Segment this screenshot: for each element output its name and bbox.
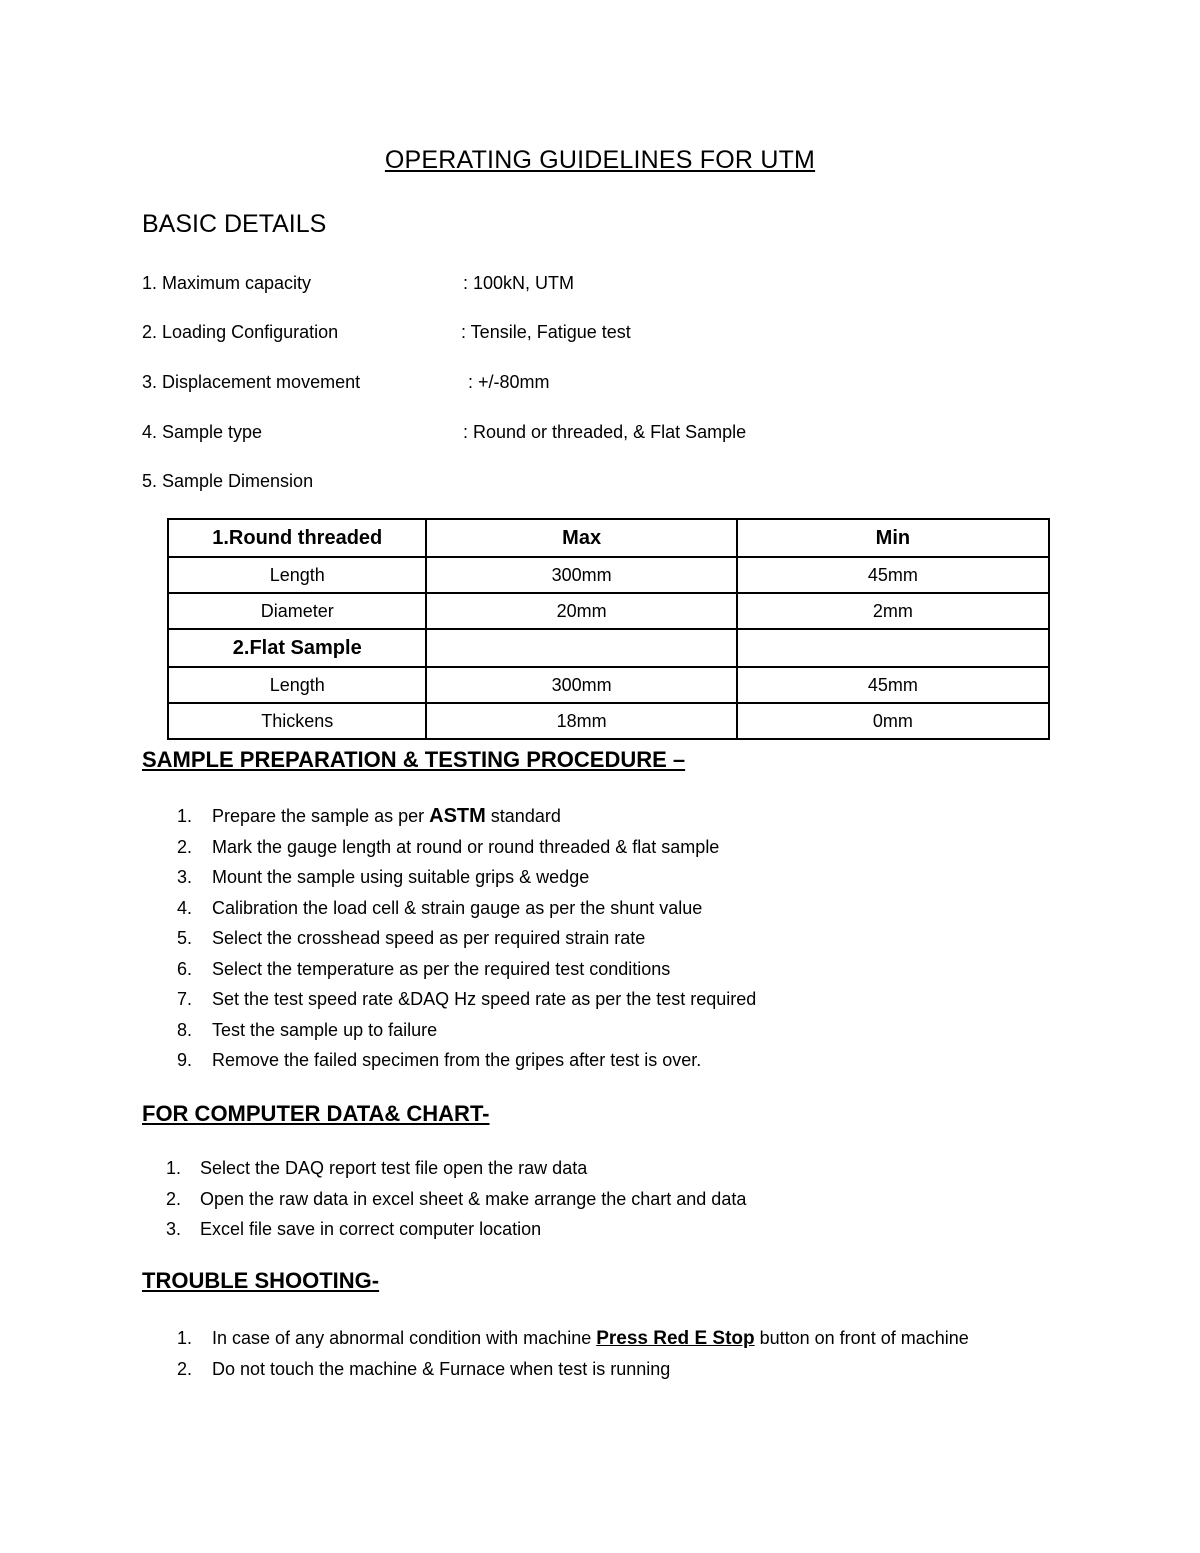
table-header-cell: Max [426, 519, 736, 557]
table-cell: Thickens [168, 703, 426, 739]
table-cell: Diameter [168, 593, 426, 629]
table-cell: 0mm [737, 703, 1049, 739]
list-text: Set the test speed rate &DAQ Hz speed rate as per the test required [212, 989, 757, 1009]
table-header-cell [737, 629, 1049, 667]
list-text: Mount the sample using suitable grips & wedge [212, 867, 590, 887]
detail-value: : +/-80mm [468, 372, 550, 392]
astm-emphasis: ASTM [429, 805, 486, 827]
table-subheader-row [168, 629, 1049, 667]
list-number: 2. [176, 1358, 192, 1379]
list-number: 1. [165, 1158, 181, 1178]
list-number: 3. [165, 1219, 181, 1239]
table-header-row [168, 519, 1049, 557]
list-text: Test the sample up to failure [212, 1019, 438, 1040]
list-text: Select the temperature as per the required test conditions [212, 958, 671, 979]
table-cell: 45mm [737, 667, 1049, 703]
list-text-post: button on front of machine [754, 1328, 969, 1348]
table-header-cell: 2.Flat Sample [168, 629, 426, 667]
table-cell: 18mm [426, 703, 736, 739]
computer-data-heading: FOR COMPUTER DATA& CHART- [142, 1101, 490, 1126]
table-cell: Length [168, 557, 426, 593]
table-header-cell [426, 629, 736, 667]
list-text [212, 801, 561, 831]
trouble-shooting-heading: TROUBLE SHOOTING- [142, 1268, 380, 1293]
detail-label: 2. Loading Configuration [142, 322, 339, 342]
document-title: OPERATING GUIDELINES FOR UTM [384, 146, 816, 174]
detail-value: : Round or threaded, & Flat Sample [463, 422, 747, 442]
detail-label: 1. Maximum capacity [142, 273, 312, 293]
table-cell: Length [168, 667, 426, 703]
list-text: Remove the failed specimen from the gripes after test is over. [212, 1050, 702, 1070]
list-text: Open the raw data in excel sheet & make arrange the chart and data [200, 1188, 747, 1209]
list-number: 8. [176, 1019, 192, 1040]
detail-label: 4. Sample type [142, 422, 263, 442]
list-number: 2. [165, 1188, 181, 1209]
table-row [168, 703, 1049, 739]
detail-value: : 100kN, UTM [463, 273, 575, 293]
detail-value: : Tensile, Fatigue test [461, 322, 631, 342]
list-number: 1. [176, 1328, 192, 1348]
list-text-post: standard [485, 806, 561, 826]
table-cell: 2mm [737, 593, 1049, 629]
list-text: Calibration the load cell & strain gauge as per the shunt value [212, 897, 703, 918]
table-row [168, 667, 1049, 703]
list-number: 7. [176, 989, 192, 1009]
list-number: 6. [176, 958, 192, 979]
list-text: Mark the gauge length at round or round threaded & flat sample [212, 836, 720, 857]
detail-label: 5. Sample Dimension [142, 471, 314, 491]
table-row [168, 557, 1049, 593]
list-number: 9. [176, 1050, 192, 1070]
table-cell: 45mm [737, 557, 1049, 593]
table-header-cell: Min [737, 519, 1049, 557]
list-number: 4. [176, 897, 192, 918]
list-number: 5. [176, 928, 192, 948]
list-text: Excel file save in correct computer location [200, 1219, 542, 1239]
list-text [212, 1323, 969, 1354]
table-cell: 300mm [426, 667, 736, 703]
table-row [168, 593, 1049, 629]
table-cell: 300mm [426, 557, 736, 593]
table-header-cell: 1.Round threaded [168, 519, 426, 557]
list-text-pre: Prepare the sample as per [212, 806, 430, 826]
detail-label: 3. Displacement movement [142, 372, 361, 392]
sample-dimension-table [167, 518, 1050, 740]
e-stop-emphasis: Press Red E Stop [596, 1328, 755, 1349]
list-text: Select the crosshead speed as per required strain rate [212, 928, 646, 948]
table-cell: 20mm [426, 593, 736, 629]
list-text: Do not touch the machine & Furnace when test is running [212, 1358, 671, 1379]
list-text: Select the DAQ report test file open the raw data [200, 1158, 588, 1178]
list-number: 2. [176, 836, 192, 857]
list-number: 1. [176, 806, 192, 826]
list-number: 3. [176, 867, 192, 887]
procedure-heading: SAMPLE PREPARATION & TESTING PROCEDURE – [142, 747, 686, 772]
list-text-pre: In case of any abnormal condition with machine [212, 1328, 597, 1348]
basic-details-heading: BASIC DETAILS [142, 210, 327, 238]
